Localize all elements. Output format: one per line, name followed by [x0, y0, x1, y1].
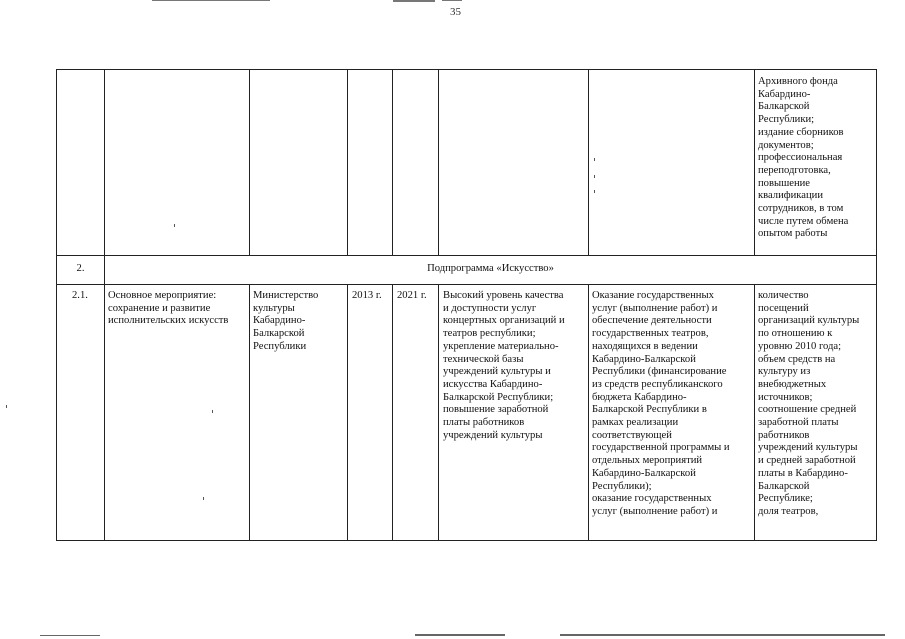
- row1-num-cell: [56, 69, 105, 256]
- bottom-edge-line: [40, 635, 100, 636]
- scan-speck: [174, 224, 175, 227]
- scan-speck: [6, 405, 7, 408]
- row1-end-cell: [392, 69, 439, 256]
- row3-indicators: количество посещений организаций культуры по отношению к уровню 2010 года; объем средств на культуру из внебюджетных источников; соотношение средней заработной платы работников учреждений культуры и средней заработной платы в Кабардино- Балкарской Республике; доля театров,: [758, 290, 860, 517]
- row3-main-directions: Оказание государственных услуг (выполнение работ) и обеспечение деятельности государственных театров, находящихся в ведении Кабардино-Балкарской Республики (финансирование из средств республиканского бюджета Кабардино- Балкарской Республики в рамках реализации соответствующей государственной программы и отдельных мероприятий Кабардино-Балкарской Республики); оказание государственных услуг (выполнение работ) и: [592, 290, 730, 517]
- row3-num: 2.1.: [72, 290, 88, 301]
- row3-num-cell: [56, 284, 105, 541]
- scan-speck: [594, 158, 595, 161]
- top-edge-line: [442, 0, 462, 1]
- row1-name-cell: [104, 69, 250, 256]
- row1-result-cell: [438, 69, 589, 256]
- scan-speck: [212, 410, 213, 413]
- row1-indicators-text: Архивного фонда Кабардино- Балкарской Республики; издание сборников документов; профессиональная переподготовка, повышение квалификации сотрудников, в том числе путем обмена опытом работы: [758, 76, 849, 240]
- row2-num: 2.: [76, 263, 85, 274]
- row3-executor: Министерство культуры Кабардино- Балкарской Республики: [253, 290, 319, 352]
- bottom-edge-line: [560, 634, 885, 636]
- row3-start-cell: [347, 284, 393, 541]
- subprogram-title: Подпрограмма «Искусство»: [427, 263, 554, 274]
- row3-end-cell: [392, 284, 439, 541]
- scan-speck: [594, 190, 595, 193]
- row1-directions-cell: [588, 69, 755, 256]
- row3-start-year: 2013 г.: [352, 290, 382, 301]
- row3-activity-name: Основное мероприятие: сохранение и развитие исполнительских искусств: [108, 290, 229, 327]
- row1-executor-cell: [249, 69, 348, 256]
- scan-speck: [594, 175, 595, 178]
- row3-end-year: 2021 г.: [397, 290, 427, 301]
- bottom-edge-line: [415, 634, 505, 636]
- top-edge-line: [393, 0, 435, 2]
- row1-start-cell: [347, 69, 393, 256]
- row3-expected-result: Высокий уровень качества и доступности услуг концертных организаций и театров республики; укрепление материально- технической базы учреждений культуры и искусства Кабардино- Балкарской Республики; повышение заработной платы работников учреждений культуры: [443, 290, 565, 441]
- page-number: 35: [450, 6, 461, 18]
- scan-speck: [203, 497, 204, 500]
- top-edge-line: [152, 0, 270, 1]
